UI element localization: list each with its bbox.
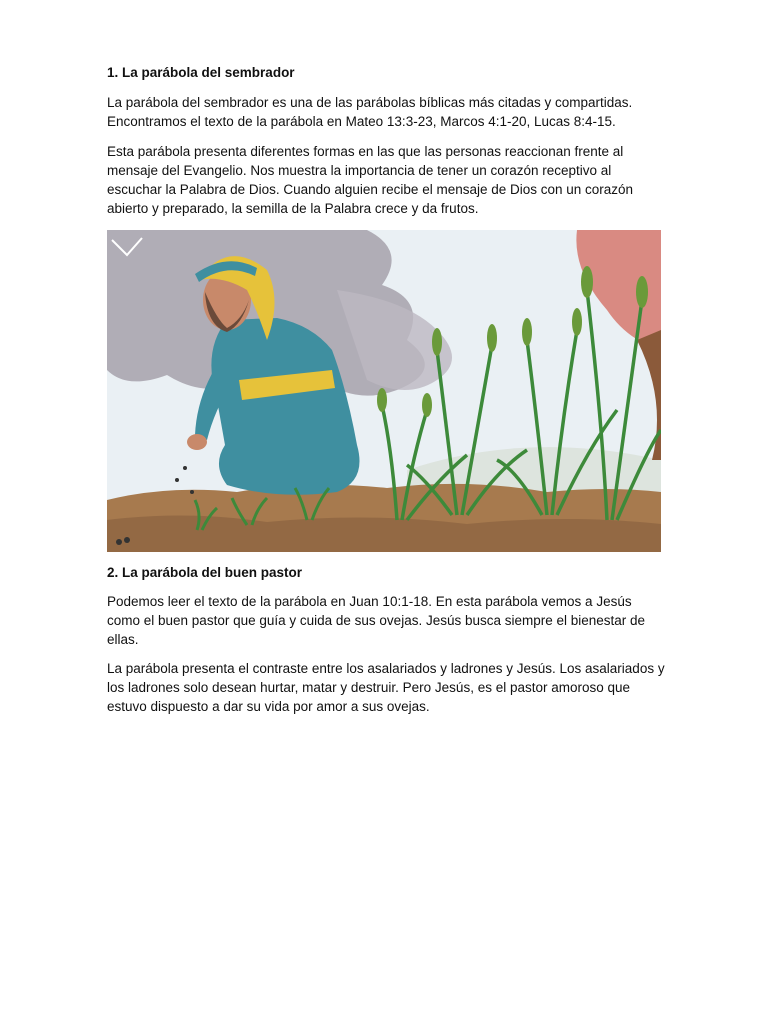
seed <box>190 490 194 494</box>
sower-illustration <box>107 230 661 552</box>
seed <box>116 539 122 545</box>
document-content <box>107 63 667 716</box>
paragraph-shepherd-intro: Podemos leer el texto de la parábola en Juan 10:1-18. En esta parábola vemos a Jesús como el buen pastor que guía y cuida de sus ovejas. Jesús busca siempre el bienestar de ellas. <box>107 594 646 647</box>
seed <box>183 466 187 470</box>
seed <box>175 478 179 482</box>
section-heading-sower: 1. La parábola del sembrador <box>107 65 295 80</box>
paragraph-sower-intro: La parábola del sembrador es una de las parábolas bíblicas más citadas y compartidas. Encontramos el texto de la parábola en Mateo 13:3-23, Marcos 4:1-20, Lucas 8:4-15. <box>107 95 633 129</box>
section-heading-shepherd: 2. La parábola del buen pastor <box>107 565 303 580</box>
paragraph-sower-meaning: Esta parábola presenta diferentes formas en las que las personas reaccionan frente al mensaje del Evangelio. Nos muestra la importancia de tener un corazón receptivo al escuchar la Palabra de Dios. Cuando alguien recibe el mensaje de Dios con un corazón abierto y preparado, la semilla de la Palabra crece y da frutos. <box>107 144 634 216</box>
sower-hand <box>187 434 207 450</box>
paragraph-shepherd-contrast: La parábola presenta el contraste entre los asalariados y ladrones y Jesús. Los asalariados y los ladrones solo desean hurtar, matar y destruir. Pero Jesús, es el pastor amoroso que estuvo dispuesto a dar su vida por amor a sus ovejas. <box>107 661 665 714</box>
seed <box>124 537 130 543</box>
soil-shadow <box>107 515 661 552</box>
